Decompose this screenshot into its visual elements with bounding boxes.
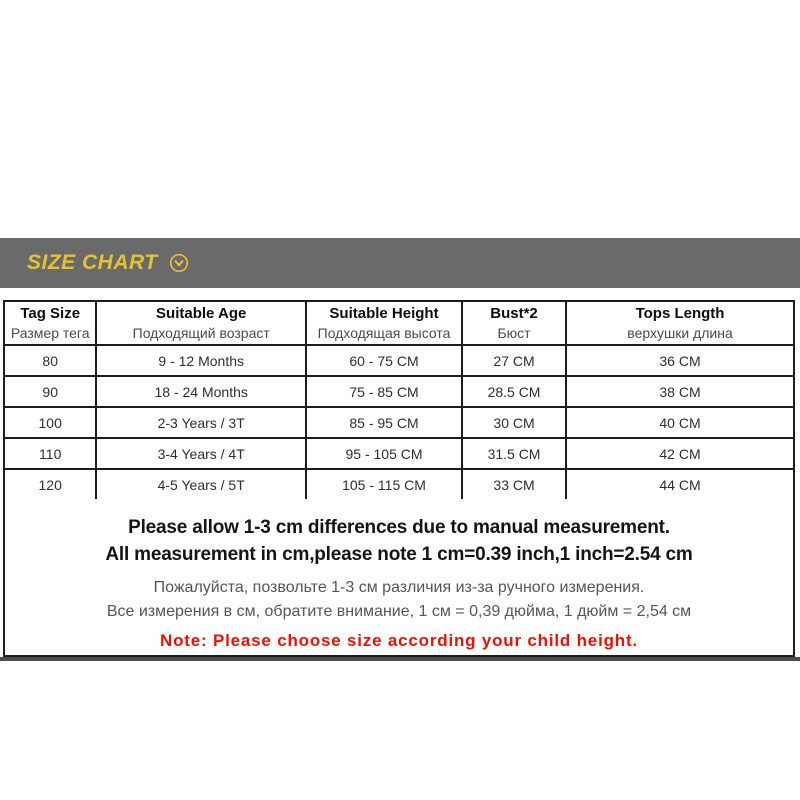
column-header-ru: Подходящий возраст	[132, 325, 270, 341]
table-row-size-120	[5, 469, 793, 499]
size-table	[5, 302, 793, 499]
note-measurement-ru-2: Все измерения в см, обратите внимание, 1 см = 0,39 дюйма, 1 дюйм = 2,54 см	[106, 603, 692, 620]
column-header-ru: Бюст	[497, 325, 531, 341]
header-row	[5, 302, 793, 345]
note-measurement-ru-1: Пожалуйста, позвольте 1-3 см различия из-за ручного измерения.	[153, 579, 645, 596]
cell-tops-length: 44 CM	[566, 469, 793, 499]
column-header-suitable-height	[306, 302, 462, 345]
column-header-en: Tag Size	[20, 305, 81, 322]
cell-bust: 28.5 CM	[462, 376, 566, 407]
column-header-en: Suitable Age	[156, 305, 247, 322]
cell-tag-size: 90	[5, 376, 96, 407]
cell-bust: 31.5 CM	[462, 438, 566, 469]
table-row-size-110	[5, 438, 793, 469]
column-header-ru: Размер тега	[10, 325, 90, 341]
panel-bottom-rule	[0, 657, 800, 661]
cell-age: 2-3 Years / 3T	[96, 407, 306, 438]
cell-tag-size: 120	[5, 469, 96, 499]
note-measurement-en-1: Please allow 1-3 cm differences due to manual measurement.	[128, 517, 670, 538]
cell-tag-size: 100	[5, 407, 96, 438]
cell-height: 85 - 95 CM	[306, 407, 462, 438]
size-chart-panel	[3, 300, 795, 657]
notes-section	[5, 499, 793, 654]
cell-age: 9 - 12 Months	[96, 345, 306, 376]
column-header-ru: верхушки длина	[627, 325, 733, 341]
column-header-ru: Подходящая высота	[317, 325, 451, 341]
table-row-size-100	[5, 407, 793, 438]
cell-tag-size: 110	[5, 438, 96, 469]
size-chart-title: SIZE CHART	[27, 251, 158, 274]
chevron-down-circle-icon	[169, 253, 189, 273]
cell-bust: 30 CM	[462, 407, 566, 438]
note-measurement-en-2: All measurement in cm,please note 1 cm=0.39 inch,1 inch=2.54 cm	[105, 544, 693, 565]
cell-tops-length: 40 CM	[566, 407, 793, 438]
cell-tops-length: 36 CM	[566, 345, 793, 376]
column-header-tops-length	[566, 302, 793, 345]
column-header-en: Suitable Height	[329, 305, 439, 322]
column-header-en: Tops Length	[635, 305, 725, 322]
note-warning: Note: Please choose size according your child height.	[160, 631, 638, 650]
cell-age: 18 - 24 Months	[96, 376, 306, 407]
cell-tag-size: 80	[5, 345, 96, 376]
cell-bust: 27 CM	[462, 345, 566, 376]
table-row-size-90	[5, 376, 793, 407]
cell-tops-length: 38 CM	[566, 376, 793, 407]
column-header-bust	[462, 302, 566, 345]
column-header-suitable-age	[96, 302, 306, 345]
cell-height: 105 - 115 CM	[306, 469, 462, 499]
cell-height: 75 - 85 CM	[306, 376, 462, 407]
column-header-tag-size	[5, 302, 96, 345]
cell-age: 4-5 Years / 5T	[96, 469, 306, 499]
size-chart-header-bar[interactable]	[0, 238, 800, 288]
cell-height: 60 - 75 CM	[306, 345, 462, 376]
cell-tops-length: 42 CM	[566, 438, 793, 469]
cell-height: 95 - 105 CM	[306, 438, 462, 469]
cell-age: 3-4 Years / 4T	[96, 438, 306, 469]
table-row-size-80	[5, 345, 793, 376]
column-header-en: Bust*2	[490, 305, 538, 322]
cell-bust: 33 CM	[462, 469, 566, 499]
